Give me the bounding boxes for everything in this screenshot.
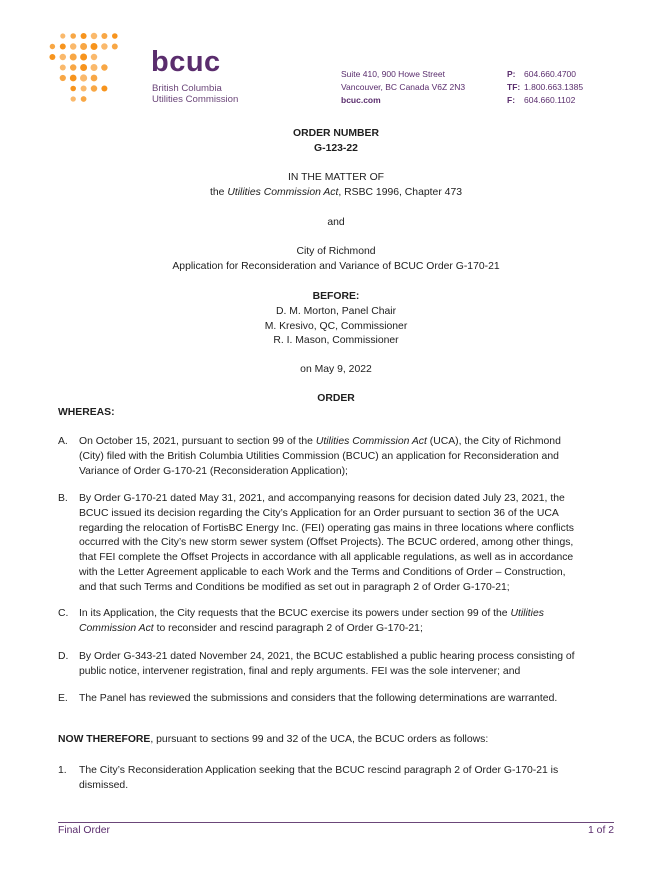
bcuc-logo-mark-icon: [38, 30, 136, 110]
order-date: on May 9, 2022: [300, 364, 372, 375]
logo-dot: [81, 85, 87, 91]
order-directive-label: 1.: [58, 765, 67, 776]
recital-paragraph-line: (City) filed with the British Columbia Utilities Commission (BCUC) an application for Reconsideration and: [79, 450, 559, 462]
logo-dot: [70, 54, 77, 61]
logo-dot: [91, 85, 97, 91]
logo-dot: [112, 44, 118, 50]
recital-paragraph-line: BCUC issued its decision regarding the City’s Application for an Order pursuant to section 36 of the UCA: [79, 507, 559, 519]
logo-dot: [70, 33, 76, 39]
recital-paragraph: [58, 692, 628, 707]
recital-paragraph-line: By Order G-170-21 dated May 31, 2021, and accompanying reasons for decision dated July 23, 2021, the: [79, 493, 565, 504]
logo-dot: [60, 33, 65, 38]
recital-paragraph-line: Variance of Order G-170-21 (Reconsideration Application);: [79, 465, 348, 477]
panel-member: R. I. Mason, Commissioner: [273, 335, 399, 346]
recital-paragraph-label: D.: [58, 651, 69, 662]
recital-paragraph-label: C.: [58, 608, 69, 619]
order-title: ORDER: [317, 393, 355, 404]
recital-paragraph-line: public notice, intervener registration, final and reply arguments. FEI was the sole intervener; and: [79, 665, 521, 677]
logo-dot: [101, 43, 107, 49]
recital-paragraph-line: In its Application, the City requests that the BCUC exercise its powers under section 99 of the Utilities: [79, 608, 544, 619]
logo-dot: [91, 75, 98, 82]
logo-dot: [70, 64, 76, 70]
panel-member: M. Kresivo, QC, Commissioner: [264, 321, 408, 332]
logo-dot: [60, 54, 66, 60]
act-reference: the Utilities Commission Act, RSBC 1996, Chapter 473: [210, 187, 462, 198]
recital-paragraph-line: with the Letter Agreement applicable to each Work and the Terms and Conditions of Order – Construction,: [79, 566, 566, 578]
logo-dot: [49, 54, 55, 60]
recital-paragraph-line: regarding the relocation of FortisBC Energy Inc. (FEI) operating gas mains in three locations where conflicts: [79, 522, 574, 534]
now-therefore-clause: NOW THEREFORE, pursuant to sections 99 and 32 of the UCA, the BCUC orders as follows:: [58, 734, 489, 745]
recital-paragraph-line: and that such Terms and Conditions be modified as set out in paragraph 2 of Order G-170-21;: [79, 581, 510, 593]
matter-label: IN THE MATTER OF: [287, 172, 385, 183]
phone-number: 604.660.4700: [524, 69, 576, 79]
recital-paragraph-label: A.: [58, 436, 68, 447]
recital-paragraph-line: Commission Act to reconsider and rescind paragraph 2 of Order G-170-21;: [79, 622, 423, 634]
recital-paragraph: [58, 650, 628, 680]
logo-wordmark: bcuc: [151, 46, 221, 78]
tollfree-label: TF:: [507, 82, 521, 92]
logo-dot: [81, 96, 87, 102]
order-number: G-123-22: [314, 143, 358, 154]
logo-dot: [50, 44, 55, 49]
address-line-1: Suite 410, 900 Howe Street: [341, 69, 445, 79]
logo-dot: [112, 33, 118, 39]
logo-dot: [70, 75, 77, 82]
logo-dot: [70, 43, 76, 49]
logo-dot: [71, 96, 76, 101]
order-directive: [58, 764, 628, 794]
party-name: City of Richmond: [296, 246, 376, 257]
logo-dot: [80, 64, 87, 71]
recital-paragraph: [58, 492, 628, 596]
footer-page-number: 1 of 2: [588, 825, 614, 836]
logo-dot: [91, 54, 97, 60]
logo-dot: [101, 33, 107, 39]
logo-dot: [91, 43, 98, 50]
footer-document-type: Final Order: [58, 825, 110, 836]
and-connector: and: [327, 217, 345, 228]
footer-rule: [58, 822, 614, 823]
logo-dot: [91, 33, 97, 39]
tollfree-number: 1.800.663.1385: [524, 82, 584, 92]
logo-dot: [80, 43, 87, 50]
website-link[interactable]: bcuc.com: [341, 95, 381, 105]
logo-dot: [80, 54, 87, 61]
before-label: BEFORE:: [312, 291, 360, 302]
order-directive-line: The City’s Reconsideration Application seeking that the BCUC rescind paragraph 2 of Order G-170-21 is: [79, 765, 559, 776]
logo-subtitle-line-2: Utilities Commission: [152, 94, 239, 105]
logo-dot: [60, 44, 66, 50]
recital-paragraph: [58, 435, 628, 479]
logo-dot: [91, 64, 98, 71]
logo-dot: [101, 85, 107, 91]
whereas-label: WHEREAS:: [58, 407, 115, 418]
logo-dot: [101, 64, 107, 70]
order-directive-line: dismissed.: [79, 779, 129, 791]
logo-dot: [60, 65, 66, 71]
panel-member: D. M. Morton, Panel Chair: [275, 306, 397, 317]
recital-paragraph-line: occurred with the City’s new storm sewer system (Offset Projects). The BCUC ordered, among other things,: [79, 537, 574, 549]
recital-paragraph: [58, 607, 628, 637]
fax-number: 604.660.1102: [524, 95, 576, 105]
order-number-label: ORDER NUMBER: [292, 128, 379, 139]
logo-subtitle-line-1: British Columbia: [152, 83, 222, 94]
recital-paragraph-line: The Panel has reviewed the submissions and considers that the following determinations are warranted.: [79, 693, 558, 704]
logo-dot: [70, 86, 76, 92]
address-line-2: Vancouver, BC Canada V6Z 2N3: [341, 82, 466, 92]
fax-label: F:: [507, 95, 516, 105]
recital-paragraph-line: that FEI complete the Offset Projects in accordance with all applicable regulations, as well as in accordance: [79, 552, 574, 564]
logo-dot: [81, 33, 87, 39]
logo-dot: [80, 74, 87, 81]
recital-paragraph-label: E.: [58, 693, 68, 704]
phone-label: P:: [507, 69, 516, 79]
recital-paragraph-label: B.: [58, 493, 68, 504]
recital-paragraph-line: On October 15, 2021, pursuant to section 99 of the Utilities Commission Act (UCA), the City of Richmond: [79, 436, 561, 447]
application-title: Application for Reconsideration and Variance of BCUC Order G-170-21: [172, 261, 500, 272]
recital-paragraph-line: By Order G-343-21 dated November 24, 2021, the BCUC established a public hearing process consisting of: [79, 651, 575, 662]
logo-dot: [60, 75, 66, 81]
